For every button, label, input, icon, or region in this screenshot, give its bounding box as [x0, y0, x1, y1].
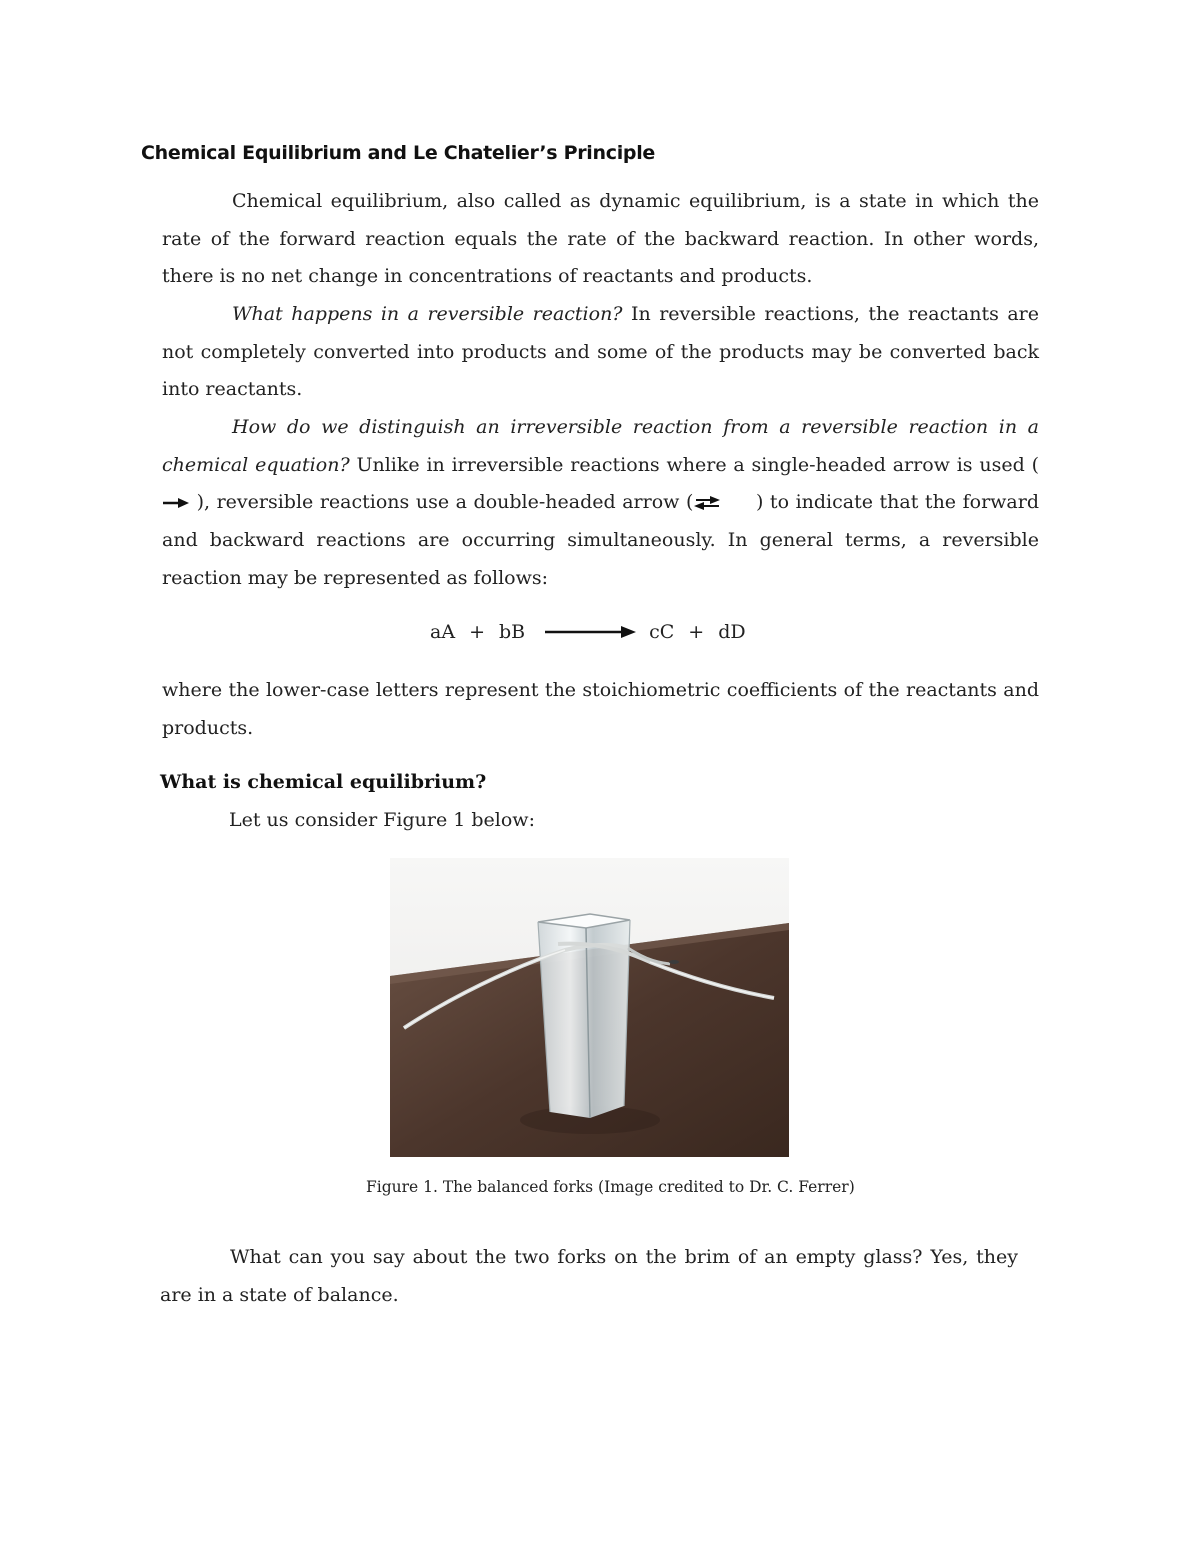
equation-plus: + [469, 621, 485, 643]
equation-term-aA: aA [430, 621, 456, 643]
forks-question-text: What can you say about the two forks on the brim of an empty glass? Yes, they are in a state of balance. [160, 1246, 1018, 1306]
paragraph-definition [162, 183, 1039, 296]
equation-term-bB: bB [498, 621, 526, 643]
reversible-question: What happens in a reversible reaction? [232, 303, 623, 325]
reaction-arrow-icon [545, 625, 637, 639]
equation-plus: + [688, 621, 705, 643]
paragraph-arrows [162, 409, 1039, 598]
reversible-text: In reversible reactions, the reactants are not completely converted into products and some of the products may be converted back into reactants. [162, 303, 1039, 401]
page-title: Chemical Equilibrium and Le Chatelier’s Principle [141, 142, 656, 164]
paragraph-coefficients: where the lower-case letters represent the stoichiometric coefficients of the reactants and products. [162, 679, 1039, 739]
paragraph-reversible [162, 296, 1039, 409]
double-headed-arrow-icon [693, 496, 723, 510]
balanced-forks-photo [390, 858, 789, 1157]
figure-caption: Figure 1. The balanced forks (Image credited to Dr. C. Ferrer) [366, 1178, 855, 1196]
figure-balanced-forks [390, 858, 789, 1157]
section-heading: What is chemical equilibrium? [160, 771, 487, 793]
paragraph-definition-text: Chemical equilibrium, also called as dynamic equilibrium, is a state in which the rate of the forward reaction equals the rate of the backward reaction. In other words, there is no net change in concentrations of reactants and products. [162, 190, 1039, 288]
reaction-equation [430, 617, 746, 647]
arrows-text-a: Unlike in irreversible reactions where a single-headed arrow is used ( [349, 453, 1039, 476]
arrows-question: How do we distinguish an irreversible reaction from a reversible reaction in a chemical equation? [162, 416, 1039, 476]
equation-term-cC: cC [649, 621, 675, 643]
paragraph-forks-question [160, 1239, 1018, 1314]
single-headed-arrow-icon [162, 497, 190, 509]
intro-line: Let us consider Figure 1 below: [229, 809, 535, 831]
arrows-text-c: ) to indicate that the forward and backward reactions are occurring simultaneously. In general terms, a reversible reaction may be represented as follows: [162, 491, 1040, 589]
equation-term-dD: dD [718, 621, 746, 643]
arrows-text-b: ), reversible reactions use a double-headed arrow ( [190, 491, 694, 514]
